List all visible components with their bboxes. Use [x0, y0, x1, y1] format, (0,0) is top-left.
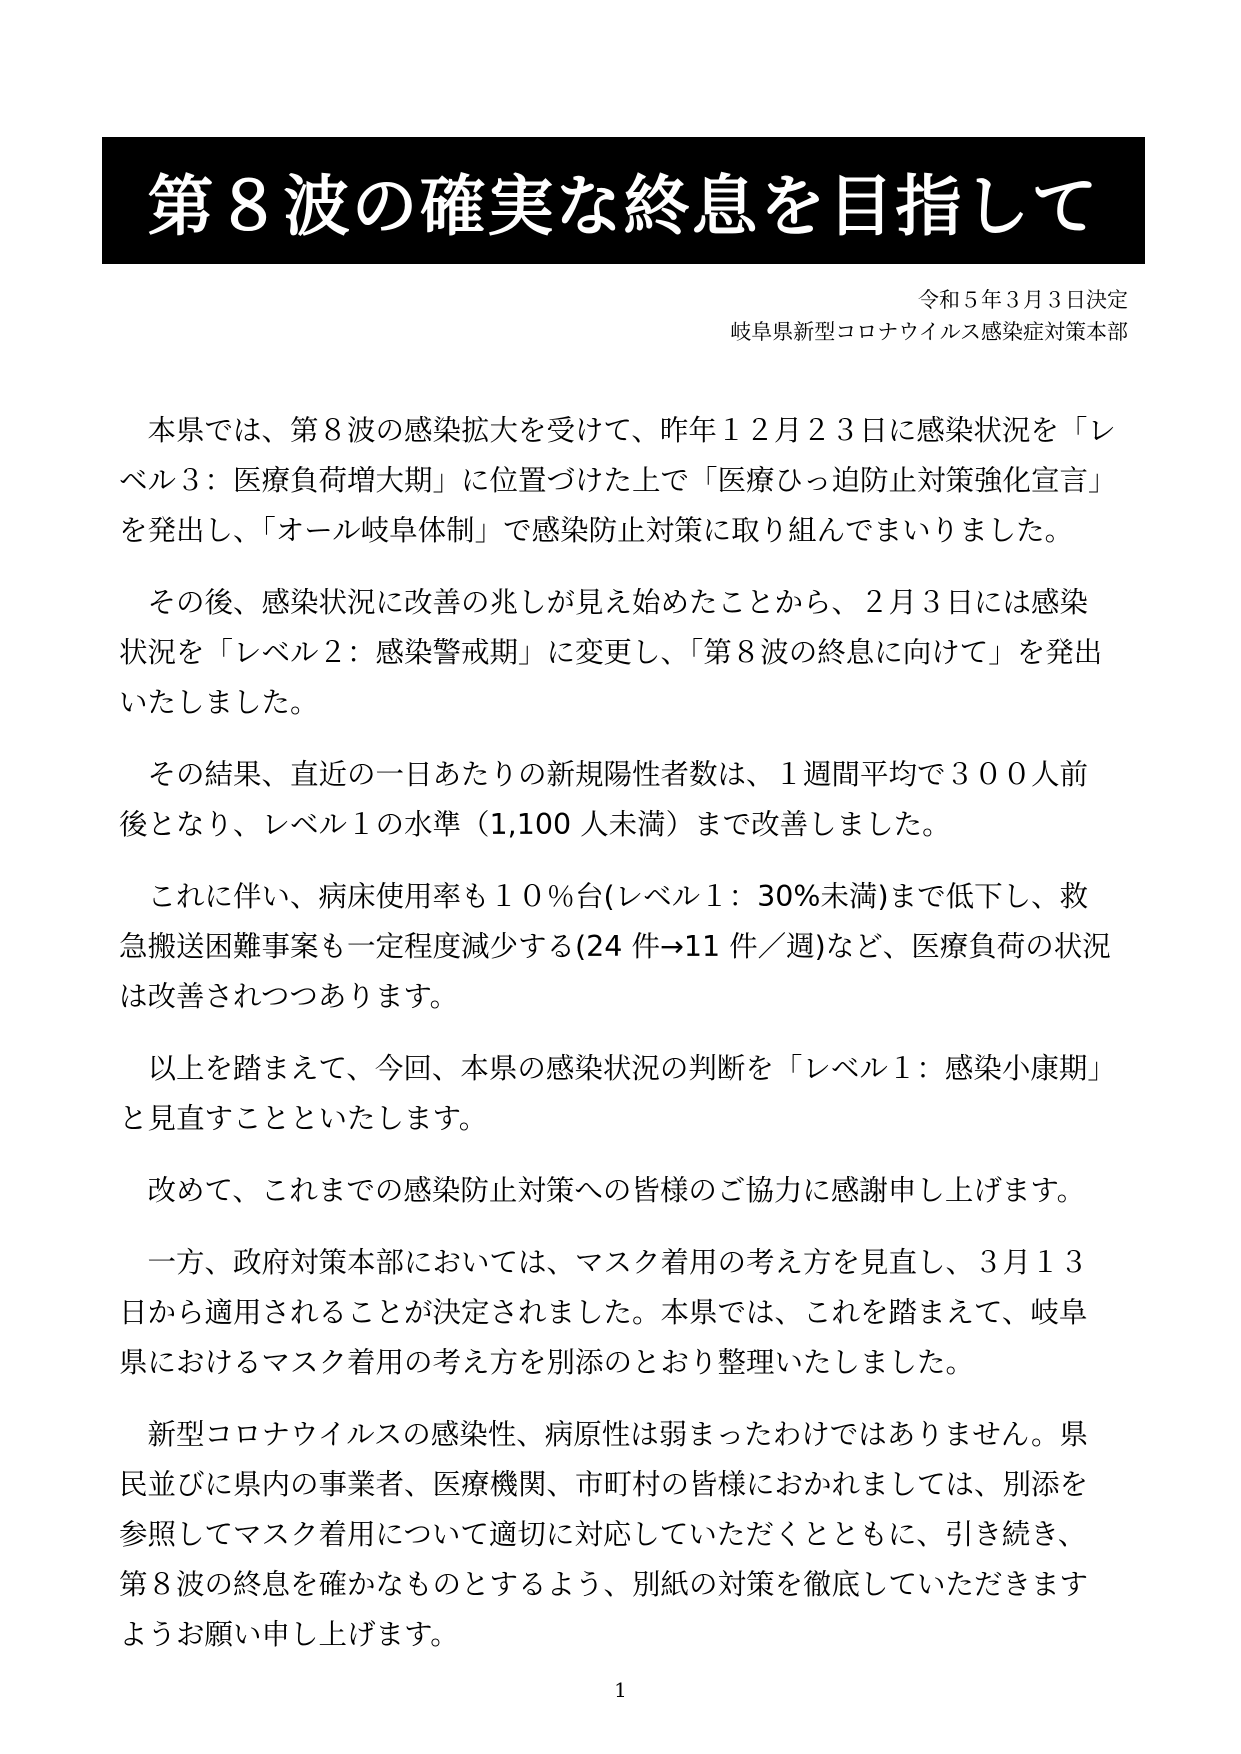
paragraph-line: 以上を踏まえて、今回、本県の感染状況の判断を「レベル１：感染小康期」 [119, 1052, 1116, 1085]
paragraph-line: 本県では、第８波の感染拡大を受けて、昨年１２月２３日に感染状況を「レ [119, 414, 1116, 447]
title-banner [102, 137, 1145, 264]
body-text [119, 406, 1129, 1682]
paragraph-line: いたしました。 [119, 686, 319, 719]
decision-date: 令和５年３月３日決定 [918, 288, 1128, 312]
page-number: 1 [614, 1678, 627, 1702]
paragraph [119, 1238, 1129, 1388]
document-title: 第８波の確実な終息を目指して [147, 168, 1100, 245]
paragraph-line: ようお願い申し上げます。 [119, 1618, 459, 1651]
paragraph-line: を発出し、「オール岐阜体制」で感染防止対策に取り組んでまいりました。 [119, 514, 1074, 547]
paragraph-line: 新型コロナウイルスの感染性、病原性は弱まったわけではありません。県 [119, 1418, 1089, 1451]
issuer: 岐阜県新型コロナウイルス感染症対策本部 [730, 320, 1128, 344]
paragraph-line: は改善されつつあります。 [119, 980, 459, 1013]
paragraph-line: 後となり、レベル１の水準（1,100 人未満）まで改善しました。 [119, 808, 951, 841]
paragraph-line: 日から適用されることが決定されました。本県では、これを踏まえて、岐阜 [119, 1296, 1088, 1329]
paragraph [119, 1410, 1129, 1660]
paragraph-line: 県におけるマスク着用の考え方を別添のとおり整理いたしました。 [119, 1346, 975, 1379]
paragraph-line: 急搬送困難事案も一定程度減少する(24 件→11 件／週)など、医療負荷の状況 [119, 930, 1111, 963]
paragraph-line: 参照してマスク着用について適切に対応していただくとともに、引き続き、 [119, 1518, 1087, 1551]
paragraph-line: 状況を「レベル２：感染警戒期」に変更し、「第８波の終息に向けて」を発出 [119, 636, 1103, 669]
paragraph [119, 1166, 1129, 1216]
paragraph [119, 872, 1129, 1022]
paragraph [119, 750, 1129, 850]
paragraph-line: その後、感染状況に改善の兆しが見え始めたことから、２月３日には感染 [119, 586, 1089, 619]
paragraph [119, 578, 1129, 728]
paragraph-line: と見直すことといたします。 [119, 1102, 488, 1135]
paragraph [119, 406, 1129, 556]
paragraph-line: 改めて、これまでの感染防止対策への皆様のご協力に感謝申し上げます。 [119, 1174, 1086, 1207]
paragraph-line: これに伴い、病床使用率も１０％台(レベル１：30%未満)まで低下し、救 [119, 880, 1089, 913]
paragraph-line: 第８波の終息を確かなものとするよう、別紙の対策を徹底していただきます [119, 1568, 1089, 1601]
paragraph-line: 一方、政府対策本部においては、マスク着用の考え方を見直し、３月１３ [119, 1246, 1089, 1279]
paragraph [119, 1044, 1129, 1144]
document-meta [730, 284, 1128, 348]
paragraph-line: 民並びに県内の事業者、医療機関、市町村の皆様におかれましては、別添を [119, 1468, 1089, 1501]
paragraph-line: ベル３：医療負荷増大期」に位置づけた上で「医療ひっ迫防止対策強化宣言」 [119, 464, 1117, 497]
paragraph-line: その結果、直近の一日あたりの新規陽性者数は、１週間平均で３００人前 [119, 758, 1089, 791]
